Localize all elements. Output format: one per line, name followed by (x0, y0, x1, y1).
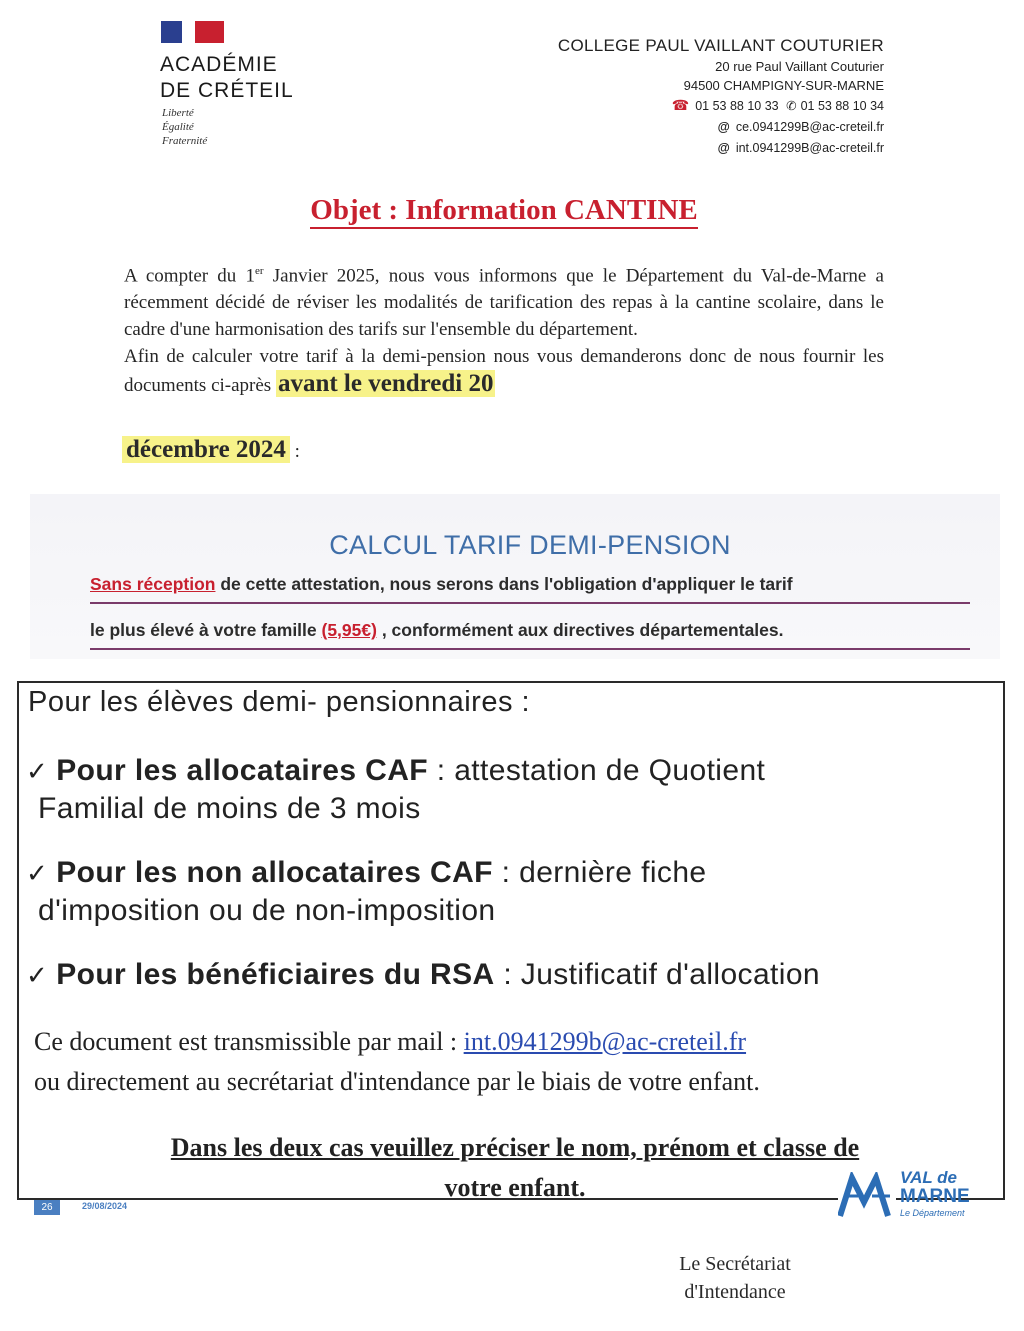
page-badge: 26 (34, 1200, 60, 1215)
max-tarif: (5,95€) (321, 620, 377, 640)
intro-p1-rest: Janvier 2025, nous vous informons que le Département du Val-de-Marne a récemment décidé de réviser les modalités de tarification des repas à la cantine scolaire, dans le cadre d'une harmonisation des tarifs sur l'ensemble du département. (124, 265, 884, 341)
academie-line-2: DE CRÉTEIL (160, 79, 294, 102)
calcul-line-2-start: le plus élevé à votre famille (90, 620, 322, 640)
item-non-caf-label: Pour les non allocataires CAF (56, 856, 493, 889)
item-non-caf-cont: d'imposition ou de non-imposition (38, 894, 496, 927)
fax-number: 01 53 88 10 34 (800, 99, 884, 113)
deadline-highlight-2: décembre 2024 (122, 436, 290, 463)
email-line-2 (558, 138, 884, 159)
subject-text: Objet : Information CANTINE (310, 194, 697, 229)
document-subject (0, 194, 1008, 227)
motto-egalite: Égalité (162, 121, 194, 133)
intro-p2: Afin de calculer votre tarif à la demi-pension nous vous demanderons donc de nous fournir les documents ci-après (124, 346, 884, 397)
phone-icon: ☎ (671, 97, 690, 113)
list-item-rsa (26, 956, 820, 994)
deux-cas-line-2: votre enfant. (444, 1173, 586, 1202)
phone-fax-line (558, 95, 884, 117)
email-ce: ce.0941299B@ac-creteil.fr (735, 120, 884, 134)
checkmark-icon: ✓ (26, 858, 49, 888)
mail-text: Ce document est transmissible par mail : (34, 1027, 464, 1056)
deadline-line-2 (122, 432, 300, 470)
calcul-line-2-rest: , conformément aux directives départementales. (376, 620, 784, 640)
item-caf-label: Pour les allocataires CAF (56, 754, 428, 787)
vdm-line-3: Le Département (900, 1208, 965, 1218)
mail-instructions (34, 1022, 999, 1102)
val-de-marne-logo (838, 1168, 986, 1224)
calcul-line-2 (90, 612, 970, 650)
intro-p1-sup: er (255, 265, 264, 277)
calcul-line-1 (90, 566, 970, 604)
item-non-caf-doc: : dernière fiche (492, 856, 707, 889)
item-rsa-label: Pour les bénéficiaires du RSA (56, 958, 495, 991)
calcul-warning (90, 566, 970, 658)
academie-name (160, 52, 294, 104)
calcul-line-1-rest: de cette attestation, nous serons dans l'obligation d'appliquer le tarif (215, 574, 793, 594)
email-line-1 (558, 117, 884, 138)
list-item-caf (26, 752, 765, 828)
school-address-street: 20 rue Paul Vaillant Couturier (715, 59, 884, 74)
school-name: COLLEGE PAUL VAILLANT COUTURIER (557, 36, 884, 55)
mail-text-2: ou directement au secrétariat d'intendance par le biais de votre enfant. (34, 1067, 760, 1096)
school-address-city: 94500 CHAMPIGNY-SUR-MARNE (683, 78, 884, 93)
republic-motto (162, 106, 207, 148)
intro-paragraph (124, 258, 884, 399)
checkmark-icon: ✓ (26, 756, 49, 786)
vdm-line-2: MARNE (900, 1186, 970, 1207)
val-de-marne-mark-icon (838, 1172, 896, 1220)
calcul-title: CALCUL TARIF DEMI-PENSION (329, 530, 731, 560)
deux-cas-note (60, 1128, 970, 1208)
deadline-highlight-1: avant le vendredi 20 (277, 370, 494, 398)
checkmark-icon: ✓ (26, 960, 49, 990)
motto-liberte: Liberté (162, 107, 194, 119)
box-title: Pour les élèves demi- pensionnaires : (28, 686, 531, 718)
mail-link[interactable]: int.0941299b@ac-creteil.fr (463, 1027, 747, 1056)
motto-fraternite: Fraternité (162, 135, 208, 147)
school-contact-block (558, 35, 884, 159)
deux-cas-line-1: Dans les deux cas veuillez préciser le nom, prénom et classe de (170, 1133, 860, 1162)
signature-line-1: Le Secrétariat (679, 1253, 791, 1275)
deadline-colon: : (289, 441, 300, 462)
signature (640, 1250, 830, 1306)
academie-line-1: ACADÉMIE (160, 53, 278, 76)
page-date: 29/08/2024 (82, 1201, 128, 1211)
email-int: int.0941299B@ac-creteil.fr (735, 141, 884, 155)
email-icon: @ (717, 141, 730, 155)
item-caf-cont: Familial de moins de 3 mois (38, 792, 421, 825)
vdm-line-1: VAL de (900, 1168, 957, 1187)
item-caf-doc: : attestation de Quotient (428, 754, 766, 787)
marianne-flag-logo (161, 21, 224, 43)
item-rsa-doc: : Justificatif d'allocation (494, 958, 821, 991)
intro-p1-start: A compter du 1 (124, 265, 255, 287)
phone-number: 01 53 88 10 33 (695, 99, 779, 113)
signature-line-2: d'Intendance (684, 1281, 786, 1303)
sans-reception: Sans réception (90, 574, 216, 594)
fax-icon: ✆ (786, 99, 797, 113)
list-item-non-caf (26, 854, 706, 930)
email-icon: @ (717, 120, 730, 134)
